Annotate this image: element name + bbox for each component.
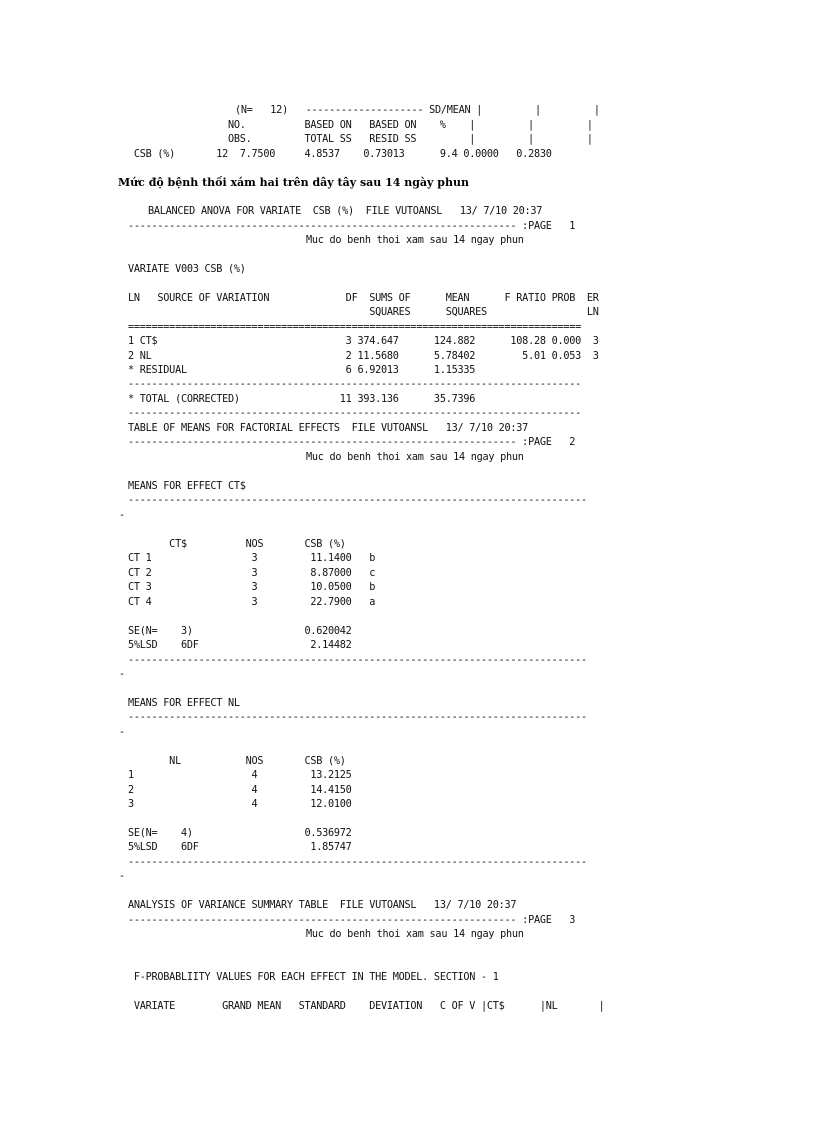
summary-subtitle: Muc do benh thoi xam sau 14 ngay phun xyxy=(306,929,524,940)
means-ct-title: MEANS FOR EFFECT CT$ xyxy=(128,481,246,492)
means-nl-se: SE(N= 4) 0.536972 xyxy=(128,828,352,839)
means-ct-lsd: 5%LSD 6DF 2.14482 xyxy=(128,640,352,651)
summary-page-rule: ------------------------------------------------------------------ :PAGE 3 xyxy=(128,915,576,926)
means-nl-rule-end: ------------------------------------------------------------------------------ xyxy=(128,857,587,868)
top-line-4: CSB (%) 12 7.7500 4.8537 0.73013 9.4 0.0000 0.2830 xyxy=(128,149,552,160)
anova-variate: VARIATE V003 CSB (%) xyxy=(128,264,246,275)
means-ct-se: SE(N= 3) 0.620042 xyxy=(128,626,352,637)
anova-rule-1: ----------------------------------------------------------------------------- xyxy=(128,379,582,390)
means-ct-row-3: CT 3 3 10.0500 b xyxy=(128,582,376,593)
means-nl-header: NL NOS CSB (%) xyxy=(128,756,346,767)
means-nl-dash-end: - xyxy=(119,871,125,882)
means-nl-lsd: 5%LSD 6DF 1.85747 xyxy=(128,842,352,853)
summary-header: VARIATE GRAND MEAN STANDARD DEVIATION C OF V |CT$ |NL | xyxy=(128,1001,605,1012)
top-line-1: (N= 12) -------------------- SD/MEAN | | | xyxy=(235,105,600,116)
anova-header-2: SQUARES SQUARES LN xyxy=(128,307,599,318)
means-nl-dash: - xyxy=(119,727,125,738)
anova-header-1: LN SOURCE OF VARIATION DF SUMS OF MEAN F RATIO PROB ER xyxy=(128,293,599,304)
top-line-3: OBS. TOTAL SS RESID SS | | | xyxy=(228,134,593,145)
means-ct-row-1: CT 1 3 11.1400 b xyxy=(128,553,376,564)
anova-row-nl: 2 NL 2 11.5680 5.78402 5.01 0.053 3 xyxy=(128,351,599,362)
means-ct-dash-end: - xyxy=(119,669,125,680)
anova-double-rule: ============================================================================= xyxy=(128,322,582,333)
means-ct-row-2: CT 2 3 8.87000 c xyxy=(128,568,376,579)
means-title: TABLE OF MEANS FOR FACTORIAL EFFECTS FILE VUTOANSL 13/ 7/10 20:37 xyxy=(128,423,529,434)
section-heading: Mức độ bệnh thối xám hai trên dây tây sau 14 ngày phun xyxy=(118,176,469,189)
anova-rule-2: ----------------------------------------------------------------------------- xyxy=(128,408,582,419)
means-subtitle: Muc do benh thoi xam sau 14 ngay phun xyxy=(306,452,524,463)
means-ct-rule: ------------------------------------------------------------------------------ xyxy=(128,495,587,506)
summary-fprob: F-PROBABLIITY VALUES FOR EACH EFFECT IN THE MODEL. SECTION - 1 xyxy=(128,972,499,983)
anova-subtitle: Muc do benh thoi xam sau 14 ngay phun xyxy=(306,235,524,246)
anova-row-total: * TOTAL (CORRECTED) 11 393.136 35.7396 xyxy=(128,394,476,405)
means-nl-row-1: 1 4 13.2125 xyxy=(128,770,352,781)
means-ct-dash: - xyxy=(119,510,125,521)
anova-title: BALANCED ANOVA FOR VARIATE CSB (%) FILE VUTOANSL 13/ 7/10 20:37 xyxy=(148,206,543,217)
means-nl-row-2: 2 4 14.4150 xyxy=(128,785,352,796)
anova-row-residual: * RESIDUAL 6 6.92013 1.15335 xyxy=(128,365,476,376)
means-page-rule: ------------------------------------------------------------------ :PAGE 2 xyxy=(128,437,576,448)
anova-row-ct: 1 CT$ 3 374.647 124.882 108.28 0.000 3 xyxy=(128,336,599,347)
means-ct-rule-end: ------------------------------------------------------------------------------ xyxy=(128,655,587,666)
means-ct-header: CT$ NOS CSB (%) xyxy=(128,539,346,550)
means-nl-title: MEANS FOR EFFECT NL xyxy=(128,698,240,709)
means-ct-row-4: CT 4 3 22.7900 a xyxy=(128,597,376,608)
means-nl-row-3: 3 4 12.0100 xyxy=(128,799,352,810)
means-nl-rule: ------------------------------------------------------------------------------ xyxy=(128,712,587,723)
top-line-2: NO. BASED ON BASED ON % | | | xyxy=(228,120,593,131)
anova-page-rule: ------------------------------------------------------------------ :PAGE 1 xyxy=(128,221,576,232)
summary-title: ANALYSIS OF VARIANCE SUMMARY TABLE FILE VUTOANSL 13/ 7/10 20:37 xyxy=(128,900,517,911)
